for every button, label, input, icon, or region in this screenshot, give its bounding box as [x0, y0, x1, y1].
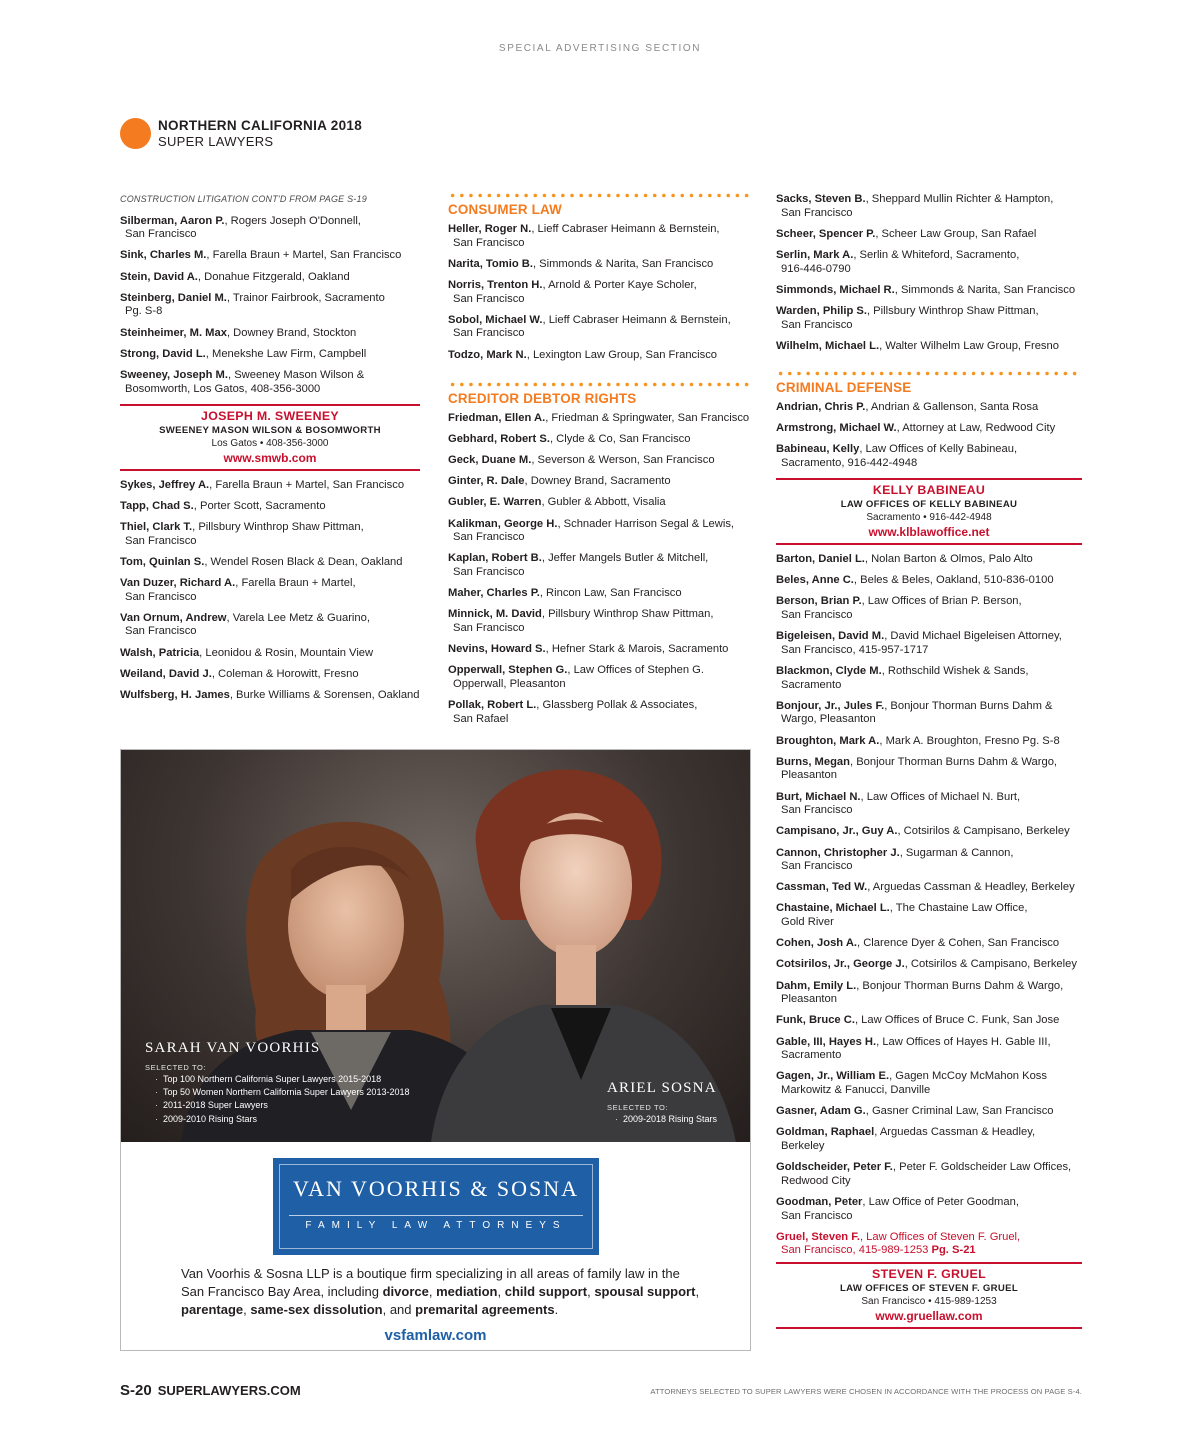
- attorney-firm: , Arguedas Cassman & Headley,: [874, 1126, 1036, 1139]
- attorney-firm: , Beles & Beles, Oakland, 510-836-0100: [853, 574, 1054, 587]
- attorney-firm: , Sugarman & Cannon,: [899, 846, 1014, 859]
- attorney-firm: , Leonidou & Rosin, Mountain View: [199, 646, 374, 659]
- listing-entry: [120, 577, 420, 604]
- attorney-location: Pg. S-8: [125, 305, 163, 318]
- attorney-name: Dahm, Emily L.: [776, 979, 857, 992]
- listing-entry: [776, 422, 1082, 436]
- firm-website-link[interactable]: vsfamlaw.com: [384, 1327, 487, 1344]
- attorney-location: San Francisco: [125, 590, 197, 603]
- attorney-name: Campisano, Jr., Guy A.: [776, 825, 898, 838]
- attorney-firm: , Coleman & Horowitt, Fresno: [211, 667, 359, 680]
- attorney-firm: , Trainor Fairbrook, Sacramento: [226, 291, 385, 304]
- attorney-firm: , Serlin & Whiteford, Sacramento,: [853, 248, 1020, 261]
- attorney-name: Goodman, Peter: [776, 1195, 863, 1208]
- person-1-selected-label: SELECTED TO:: [145, 1063, 207, 1072]
- attorney-firm: , Porter Scott, Sacramento: [193, 499, 326, 512]
- listing-entry: [448, 475, 753, 489]
- attorney-location: Opperwall, Pleasanton: [453, 677, 566, 690]
- listing-entry: [776, 958, 1082, 972]
- attorney-name: Warden, Philip S.: [776, 304, 867, 317]
- attorney-name: Sink, Charles M.: [120, 249, 207, 262]
- page-number: S-20: [120, 1382, 152, 1399]
- attorney-firm: , Rincon Law, San Francisco: [539, 587, 682, 600]
- attorney-name: Funk, Bruce C.: [776, 1014, 855, 1027]
- attorney-location: Wargo, Pleasanton: [781, 713, 876, 726]
- attorney-firm: , Arnold & Porter Kaye Scholer,: [542, 278, 697, 291]
- honor-item: · 2009-2010 Rising Stars: [155, 1113, 409, 1126]
- attorney-location: San Francisco: [781, 318, 853, 331]
- callout-url-link[interactable]: www.klblawoffice.net: [868, 525, 990, 540]
- honor-item: · Top 100 Northern California Super Lawyers 2015-2018: [155, 1073, 409, 1086]
- dotted-divider: [448, 193, 753, 198]
- attorney-firm: , Law Offices of Stephen G.: [567, 664, 704, 677]
- attorney-firm: , Peter F. Goldscheider Law Offices,: [892, 1161, 1072, 1174]
- listing-entry: [776, 1231, 1082, 1258]
- entries-group: [448, 223, 753, 362]
- attorney-name: Gebhard, Robert S.: [448, 432, 550, 445]
- attorney-location: San Francisco: [781, 804, 853, 817]
- listing-entry: [776, 665, 1082, 692]
- attorney-name: Bigeleisen, David M.: [776, 630, 885, 643]
- special-advertising-label: SPECIAL ADVERTISING SECTION: [498, 43, 702, 54]
- attorney-name: Maher, Charles P.: [448, 587, 540, 600]
- attorney-name: Weiland, David J.: [120, 667, 212, 680]
- person-2-name: ARIEL SOSNA: [607, 1080, 717, 1096]
- logo-firm-name: VAN VOORHIS & SOSNA: [293, 1176, 579, 1201]
- attorney-firm: , Schnader Harrison Segal & Lewis,: [557, 517, 735, 530]
- listing-entry: [120, 215, 420, 242]
- attorney-firm: , Wendel Rosen Black & Dean, Oakland: [204, 555, 403, 568]
- listing-entry: [776, 700, 1082, 727]
- entries-group: [120, 215, 420, 397]
- person-1-name: SARAH VAN VOORHIS: [145, 1040, 321, 1056]
- listing-entry: [448, 314, 753, 341]
- attorney-firm: , Nolan Barton & Olmos, Palo Alto: [864, 553, 1033, 566]
- attorney-location: San Francisco: [453, 236, 525, 249]
- attorney-name: Beles, Anne C.: [776, 574, 854, 587]
- attorney-name: Wilhelm, Michael L.: [776, 339, 880, 352]
- attorney-location: Pleasanton: [781, 993, 837, 1006]
- attorney-name: Thiel, Clark T.: [120, 521, 193, 534]
- listing-entry: [776, 284, 1082, 298]
- listing-entry: [448, 518, 753, 545]
- attorney-name: Sobol, Michael W.: [448, 313, 543, 326]
- attorney-firm: , Burke Williams & Sorensen, Oakland: [229, 688, 420, 701]
- listing-entry: [448, 454, 753, 468]
- listing-entry: [776, 902, 1082, 929]
- attorney-name: Wulfsberg, H. James: [120, 688, 230, 701]
- attorney-name: Gagen, Jr., William E.: [776, 1070, 890, 1083]
- listing-entry: [776, 980, 1082, 1007]
- listing-entry: [120, 369, 420, 396]
- attorney-name: Kalikman, George H.: [448, 517, 558, 530]
- person-2-honors-list: [615, 1113, 717, 1126]
- attorney-name: Burns, Megan: [776, 755, 850, 768]
- attorney-name: Silberman, Aaron P.: [120, 214, 225, 227]
- attorney-firm: , Farella Braun + Martel, San Francisco: [209, 478, 405, 491]
- listing-column-2: [448, 193, 753, 734]
- attorney-firm: , Downey Brand, Stockton: [226, 326, 357, 339]
- attorney-location: Bosomworth, Los Gatos, 408-356-3000: [125, 382, 321, 395]
- attorney-firm: , Varela Lee Metz & Guarino,: [226, 611, 370, 624]
- listing-entry: [776, 1105, 1082, 1119]
- listing-entry: [120, 556, 420, 570]
- listing-entry: [776, 249, 1082, 276]
- attorney-firm: , Sheppard Mullin Richter & Hampton,: [865, 193, 1054, 205]
- firm-advertisement: [120, 749, 751, 1351]
- listing-entry: [448, 643, 753, 657]
- attorney-name: Barton, Daniel L.: [776, 553, 865, 566]
- attorney-name: Cohen, Josh A.: [776, 937, 858, 950]
- listing-entry: [120, 521, 420, 548]
- callout-name: JOSEPH M. SWEENEY: [201, 408, 339, 423]
- callout-firm: LAW OFFICES OF KELLY BABINEAU: [840, 499, 1018, 511]
- listing-entry: [776, 937, 1082, 951]
- dotted-divider: [448, 382, 753, 387]
- attorney-name: Gubler, E. Warren: [448, 496, 542, 509]
- listing-entry: [776, 228, 1082, 242]
- listing-entry: [776, 1070, 1082, 1097]
- attorney-name: Gruel, Steven F.: [776, 1230, 860, 1243]
- listing-entry: [448, 433, 753, 447]
- attorney-location: 916-446-0790: [781, 262, 851, 275]
- attorney-name: Sweeney, Joseph M.: [120, 368, 228, 381]
- entries-group: [448, 412, 753, 727]
- attorney-firm: , Pillsbury Winthrop Shaw Pittman,: [192, 521, 364, 534]
- attorney-firm: , Gubler & Abbott, Visalia: [541, 496, 666, 509]
- listing-entry: [776, 825, 1082, 839]
- attorney-name: Cassman, Ted W.: [776, 881, 868, 894]
- attorney-name: Burt, Michael N.: [776, 790, 861, 803]
- listing-column-1: [120, 193, 420, 710]
- callout-location: San Francisco • 415-989-1253: [861, 1296, 997, 1308]
- listing-entry: [776, 1014, 1082, 1028]
- section-heading-creditor-debtor: CREDITOR DEBTOR RIGHTS: [448, 390, 637, 406]
- attorney-location: San Francisco: [453, 292, 525, 305]
- brand-header: [120, 118, 362, 149]
- attorney-name: Gasner, Adam G.: [776, 1105, 866, 1118]
- attorney-firm: , Lieff Cabraser Heimann & Bernstein,: [542, 313, 731, 326]
- listing-entry: [776, 630, 1082, 657]
- listing-entry: [448, 349, 753, 363]
- listing-entry: [776, 595, 1082, 622]
- entries-group: [776, 193, 1082, 353]
- attorney-name: Pollak, Robert L.: [448, 699, 537, 712]
- attorney-name: Tom, Quinlan S.: [120, 555, 205, 568]
- footer-disclaimer: ATTORNEYS SELECTED TO SUPER LAWYERS WERE CHOSEN IN ACCORDANCE WITH THE PROCESS ON PAGE S-4.: [650, 1387, 1082, 1396]
- attorney-name: Ginter, R. Dale: [448, 475, 525, 488]
- listing-entry: [120, 292, 420, 319]
- attorney-firm: , Severson & Werson, San Francisco: [531, 454, 715, 467]
- section-heading-consumer-law: CONSUMER LAW: [448, 202, 562, 217]
- attorney-location: Sacramento, 916-442-4948: [781, 456, 918, 469]
- footer-page-info: [120, 1382, 301, 1399]
- listing-entry: [776, 1126, 1082, 1153]
- attorney-location: San Francisco: [453, 531, 525, 544]
- attorney-name: Armstrong, Michael W.: [776, 422, 897, 435]
- attorney-location: San Rafael: [453, 712, 509, 725]
- listing-entry: [448, 279, 753, 306]
- listing-entry: [448, 699, 753, 726]
- attorney-firm: , Law Offices of Brian P. Berson,: [861, 595, 1022, 608]
- attorney-name: Todzo, Mark N.: [448, 348, 527, 361]
- attorney-firm: , Bonjour Thorman Burns Dahm & Wargo,: [849, 755, 1058, 768]
- attorney-firm: , Simmonds & Narita, San Francisco: [532, 257, 714, 270]
- listing-entry: [776, 193, 1082, 220]
- brand-circle-icon: [120, 118, 151, 149]
- attorney-name: Stein, David A.: [120, 270, 198, 283]
- section-heading-criminal-defense: CRIMINAL DEFENSE: [776, 379, 912, 395]
- listing-entry: [120, 327, 420, 341]
- attorney-firm: , Sweeney Mason Wilson &: [227, 368, 365, 381]
- entries-group: [120, 479, 420, 703]
- brand-title: NORTHERN CALIFORNIA 2018: [158, 118, 362, 133]
- attorney-name: Strong, David L.: [120, 347, 206, 360]
- listing-entry: [120, 500, 420, 514]
- attorney-firm: , Pillsbury Winthrop Shaw Pittman,: [866, 304, 1039, 317]
- listing-entry: [776, 443, 1082, 470]
- listing-entry: [448, 587, 753, 601]
- listing-entry: [776, 1196, 1082, 1223]
- listing-entry: [776, 881, 1082, 895]
- firm-description: Van Voorhis & Sosna LLP is a boutique firm specializing in all areas of family law in the San Francisco Bay Area, including divorce, mediation, child support, spousal support, parentage, same-sex dissolution, and premarital agreements.: [181, 1266, 700, 1318]
- attorney-name: Sykes, Jeffrey A.: [120, 478, 210, 491]
- attorney-firm: , Donahue Fitzgerald, Oakland: [197, 270, 350, 283]
- attorney-name: Narita, Tomio B.: [448, 257, 533, 270]
- honor-item: · 2009-2018 Rising Stars: [615, 1113, 717, 1126]
- listing-entry: [448, 552, 753, 579]
- listing-entry: [120, 612, 420, 639]
- attorney-location: San Francisco: [781, 860, 853, 873]
- entries-group: [776, 401, 1082, 471]
- attorney-name: Gable, III, Hayes H.: [776, 1035, 877, 1048]
- attorney-firm: , Lexington Law Group, San Francisco: [526, 348, 718, 361]
- site-name: SUPERLAWYERS.COM: [157, 1383, 301, 1398]
- attorney-firm: , Farella Braun + Martel,: [235, 577, 356, 590]
- attorney-location: Redwood City: [781, 1174, 851, 1187]
- attorney-name: Sacks, Steven B.: [776, 193, 866, 205]
- listing-entry: [120, 647, 420, 661]
- attorney-firm: , Farella Braun + Martel, San Francisco: [206, 249, 402, 262]
- attorney-firm: , Bonjour Thorman Burns Dahm & Wargo,: [856, 979, 1064, 992]
- attorney-location: Sacramento: [781, 678, 842, 691]
- attorney-name: Cotsirilos, Jr., George J.: [776, 958, 905, 971]
- listing-entry: [448, 496, 753, 510]
- callout-name: KELLY BABINEAU: [872, 483, 986, 498]
- attorney-name: Broughton, Mark A.: [776, 734, 880, 747]
- listing-entry: [776, 1161, 1082, 1188]
- listing-entry: [776, 1036, 1082, 1063]
- listing-entry: [776, 756, 1082, 783]
- listing-entry: [448, 258, 753, 272]
- callout-box: [776, 1262, 1082, 1329]
- attorney-name: Goldman, Raphael: [776, 1126, 875, 1139]
- listing-entry: [120, 348, 420, 362]
- attorney-name: Scheer, Spencer P.: [776, 227, 876, 240]
- callout-name: STEVEN F. GRUEL: [872, 1267, 986, 1282]
- attorney-name: Simmonds, Michael R.: [776, 283, 895, 296]
- attorney-location: San Francisco, 415-957-1717: [781, 643, 929, 656]
- listing-entry: [120, 689, 420, 703]
- attorney-firm: , Friedman & Springwater, San Francisco: [545, 411, 750, 424]
- listing-column-3: [776, 193, 1082, 1337]
- attorney-firm: , Downey Brand, Sacramento: [524, 475, 671, 488]
- attorney-name: Norris, Trenton H.: [448, 278, 543, 291]
- attorney-firm: , Menekshe Law Firm, Campbell: [205, 347, 367, 360]
- attorney-firm: , Bonjour Thorman Burns Dahm &: [884, 699, 1053, 712]
- attorney-name: Tapp, Chad S.: [120, 499, 194, 512]
- listing-entry: [120, 479, 420, 493]
- attorney-location: Berkeley: [781, 1139, 825, 1152]
- attorney-firm: , Andrian & Gallenson, Santa Rosa: [865, 400, 1039, 413]
- attorney-location: San Francisco, 415-989-1253: [781, 1244, 929, 1257]
- attorney-firm: , Scheer Law Group, San Rafael: [875, 227, 1037, 240]
- attorney-name: Geck, Duane M.: [448, 454, 532, 467]
- attorney-firm: , Hefner Stark & Marois, Sacramento: [545, 643, 729, 656]
- callout-url-link[interactable]: www.gruellaw.com: [875, 1309, 983, 1324]
- attorney-location: San Francisco: [453, 566, 525, 579]
- person-1-honors-list: [155, 1073, 409, 1126]
- callout-location: Sacramento • 916-442-4948: [866, 512, 992, 524]
- listing-entry: [776, 574, 1082, 588]
- attorney-firm: , Law Offices of Bruce C. Funk, San Jose: [854, 1014, 1060, 1027]
- listing-entry: [448, 608, 753, 635]
- dotted-divider: [776, 371, 1082, 376]
- listing-entry: [776, 847, 1082, 874]
- attorney-name: Blackmon, Clyde M.: [776, 665, 882, 677]
- attorney-firm: , Gasner Criminal Law, San Francisco: [865, 1105, 1054, 1118]
- attorney-firm: , Clarence Dyer & Cohen, San Francisco: [857, 937, 1060, 950]
- callout-box: [776, 478, 1082, 545]
- attorney-firm: , Arguedas Cassman & Headley, Berkeley: [867, 881, 1075, 894]
- attorney-name: Steinberg, Daniel M.: [120, 291, 227, 304]
- attorney-location: Gold River: [781, 916, 834, 929]
- callout-box: [120, 404, 420, 471]
- attorney-name: Van Duzer, Richard A.: [120, 577, 236, 590]
- listing-entry: [776, 401, 1082, 415]
- attorney-firm: , Law Offices of Michael N. Burt,: [860, 790, 1021, 803]
- person-2-selected-label: SELECTED TO:: [607, 1103, 669, 1112]
- attorney-firm: , Rothschild Wishek & Sands,: [881, 665, 1029, 677]
- attorney-name: Bonjour, Jr., Jules F.: [776, 699, 885, 712]
- honor-item: · 2011-2018 Super Lawyers: [155, 1099, 409, 1112]
- attorney-location: Markowitz & Fanucci, Danville: [781, 1083, 931, 1096]
- attorney-location: Sacramento: [781, 1049, 842, 1062]
- attorney-firm: , Lieff Cabraser Heimann & Bernstein,: [531, 223, 720, 235]
- attorney-name: Babineau, Kelly: [776, 443, 860, 456]
- attorney-firm: , The Chastaine Law Office,: [889, 902, 1028, 915]
- attorney-name: Serlin, Mark A.: [776, 248, 854, 261]
- listing-entry: [120, 668, 420, 682]
- attorney-location: San Francisco: [125, 228, 197, 241]
- listing-entry: [776, 340, 1082, 354]
- attorney-firm: , Pillsbury Winthrop Shaw Pittman,: [541, 608, 714, 621]
- attorney-location: San Francisco: [125, 625, 197, 638]
- honor-item: · Top 50 Women Northern California Super Lawyers 2013-2018: [155, 1086, 409, 1099]
- attorney-name: Kaplan, Robert B.: [448, 552, 542, 565]
- attorney-location: San Francisco: [781, 1209, 853, 1222]
- callout-firm: SWEENEY MASON WILSON & BOSOMWORTH: [159, 424, 381, 436]
- attorney-name: Van Ornum, Andrew: [120, 611, 227, 624]
- attorney-firm: , Law Offices of Kelly Babineau,: [859, 443, 1018, 456]
- continued-note: CONSTRUCTION LITIGATION CONT'D FROM PAGE S-19: [120, 194, 367, 204]
- callout-firm: LAW OFFICES OF STEVEN F. GRUEL: [840, 1283, 1018, 1295]
- listing-entry: [120, 271, 420, 285]
- callout-url-link[interactable]: www.smwb.com: [223, 450, 317, 465]
- attorney-firm: , Mark A. Broughton, Fresno Pg. S-8: [879, 734, 1060, 747]
- attorney-name: Nevins, Howard S.: [448, 643, 546, 656]
- logo-tagline: FAMILY LAW ATTORNEYS: [305, 1220, 567, 1231]
- listing-entry: [120, 249, 420, 263]
- attorney-location: San Francisco: [453, 327, 525, 340]
- listing-entry: [776, 553, 1082, 567]
- firm-logo: [273, 1158, 599, 1255]
- attorney-firm: , Simmonds & Narita, San Francisco: [894, 283, 1076, 296]
- attorney-firm: , Gagen McCoy McMahon Koss: [889, 1070, 1047, 1083]
- listing-entry: [448, 223, 753, 250]
- attorney-firm: , Attorney at Law, Redwood City: [896, 422, 1056, 435]
- attorney-location: San Francisco: [781, 609, 853, 622]
- attorney-name: Cannon, Christopher J.: [776, 846, 900, 859]
- attorney-firm: , Walter Wilhelm Law Group, Fresno: [879, 339, 1059, 352]
- brand-subtitle: SUPER LAWYERS: [158, 134, 274, 149]
- attorney-name: Berson, Brian P.: [776, 595, 862, 608]
- attorney-firm: , Jeffer Mangels Butler & Mitchell,: [541, 552, 709, 565]
- page-reference: Pg. S-21: [931, 1244, 976, 1257]
- attorney-firm: , Glassberg Pollak & Associates,: [536, 699, 698, 712]
- entries-group: [776, 553, 1082, 1223]
- attorney-name: Walsh, Patricia: [120, 646, 200, 659]
- attorney-name: Opperwall, Stephen G.: [448, 664, 568, 677]
- attorney-location: Pleasanton: [781, 769, 837, 782]
- attorney-firm: , Law Offices of Steven F. Gruel,: [859, 1230, 1021, 1243]
- attorney-name: Chastaine, Michael L.: [776, 902, 890, 915]
- attorney-location: San Francisco: [781, 206, 853, 219]
- attorney-name: Heller, Roger N.: [448, 223, 532, 235]
- listing-entry: [776, 735, 1082, 749]
- attorney-location: San Francisco: [453, 622, 525, 634]
- listing-entry: [776, 791, 1082, 818]
- attorney-name: Minnick, M. David: [448, 608, 542, 621]
- attorney-firm: , Law Offices of Hayes H. Gable III,: [876, 1035, 1051, 1048]
- listing-entry: [448, 664, 753, 691]
- attorney-firm: , David Michael Bigeleisen Attorney,: [884, 630, 1062, 643]
- attorney-firm: , Cotsirilos & Campisano, Berkeley: [897, 825, 1070, 838]
- listing-entry: [448, 412, 753, 426]
- attorney-name: Andrian, Chris P.: [776, 400, 866, 413]
- attorney-firm: , Rogers Joseph O'Donnell,: [224, 214, 361, 227]
- attorney-name: Goldscheider, Peter F.: [776, 1161, 893, 1174]
- attorney-firm: , Clyde & Co, San Francisco: [549, 432, 691, 445]
- attorneys-photo: [121, 750, 750, 1142]
- attorney-name: Friedman, Ellen A.: [448, 411, 546, 424]
- attorney-firm: , Cotsirilos & Campisano, Berkeley: [904, 958, 1077, 971]
- attorney-firm: , Law Office of Peter Goodman,: [862, 1195, 1019, 1208]
- attorney-name: Steinheimer, M. Max: [120, 326, 227, 339]
- listing-entry: [776, 305, 1082, 332]
- attorney-location: San Francisco: [125, 534, 197, 547]
- callout-location: Los Gatos • 408-356-3000: [211, 437, 329, 449]
